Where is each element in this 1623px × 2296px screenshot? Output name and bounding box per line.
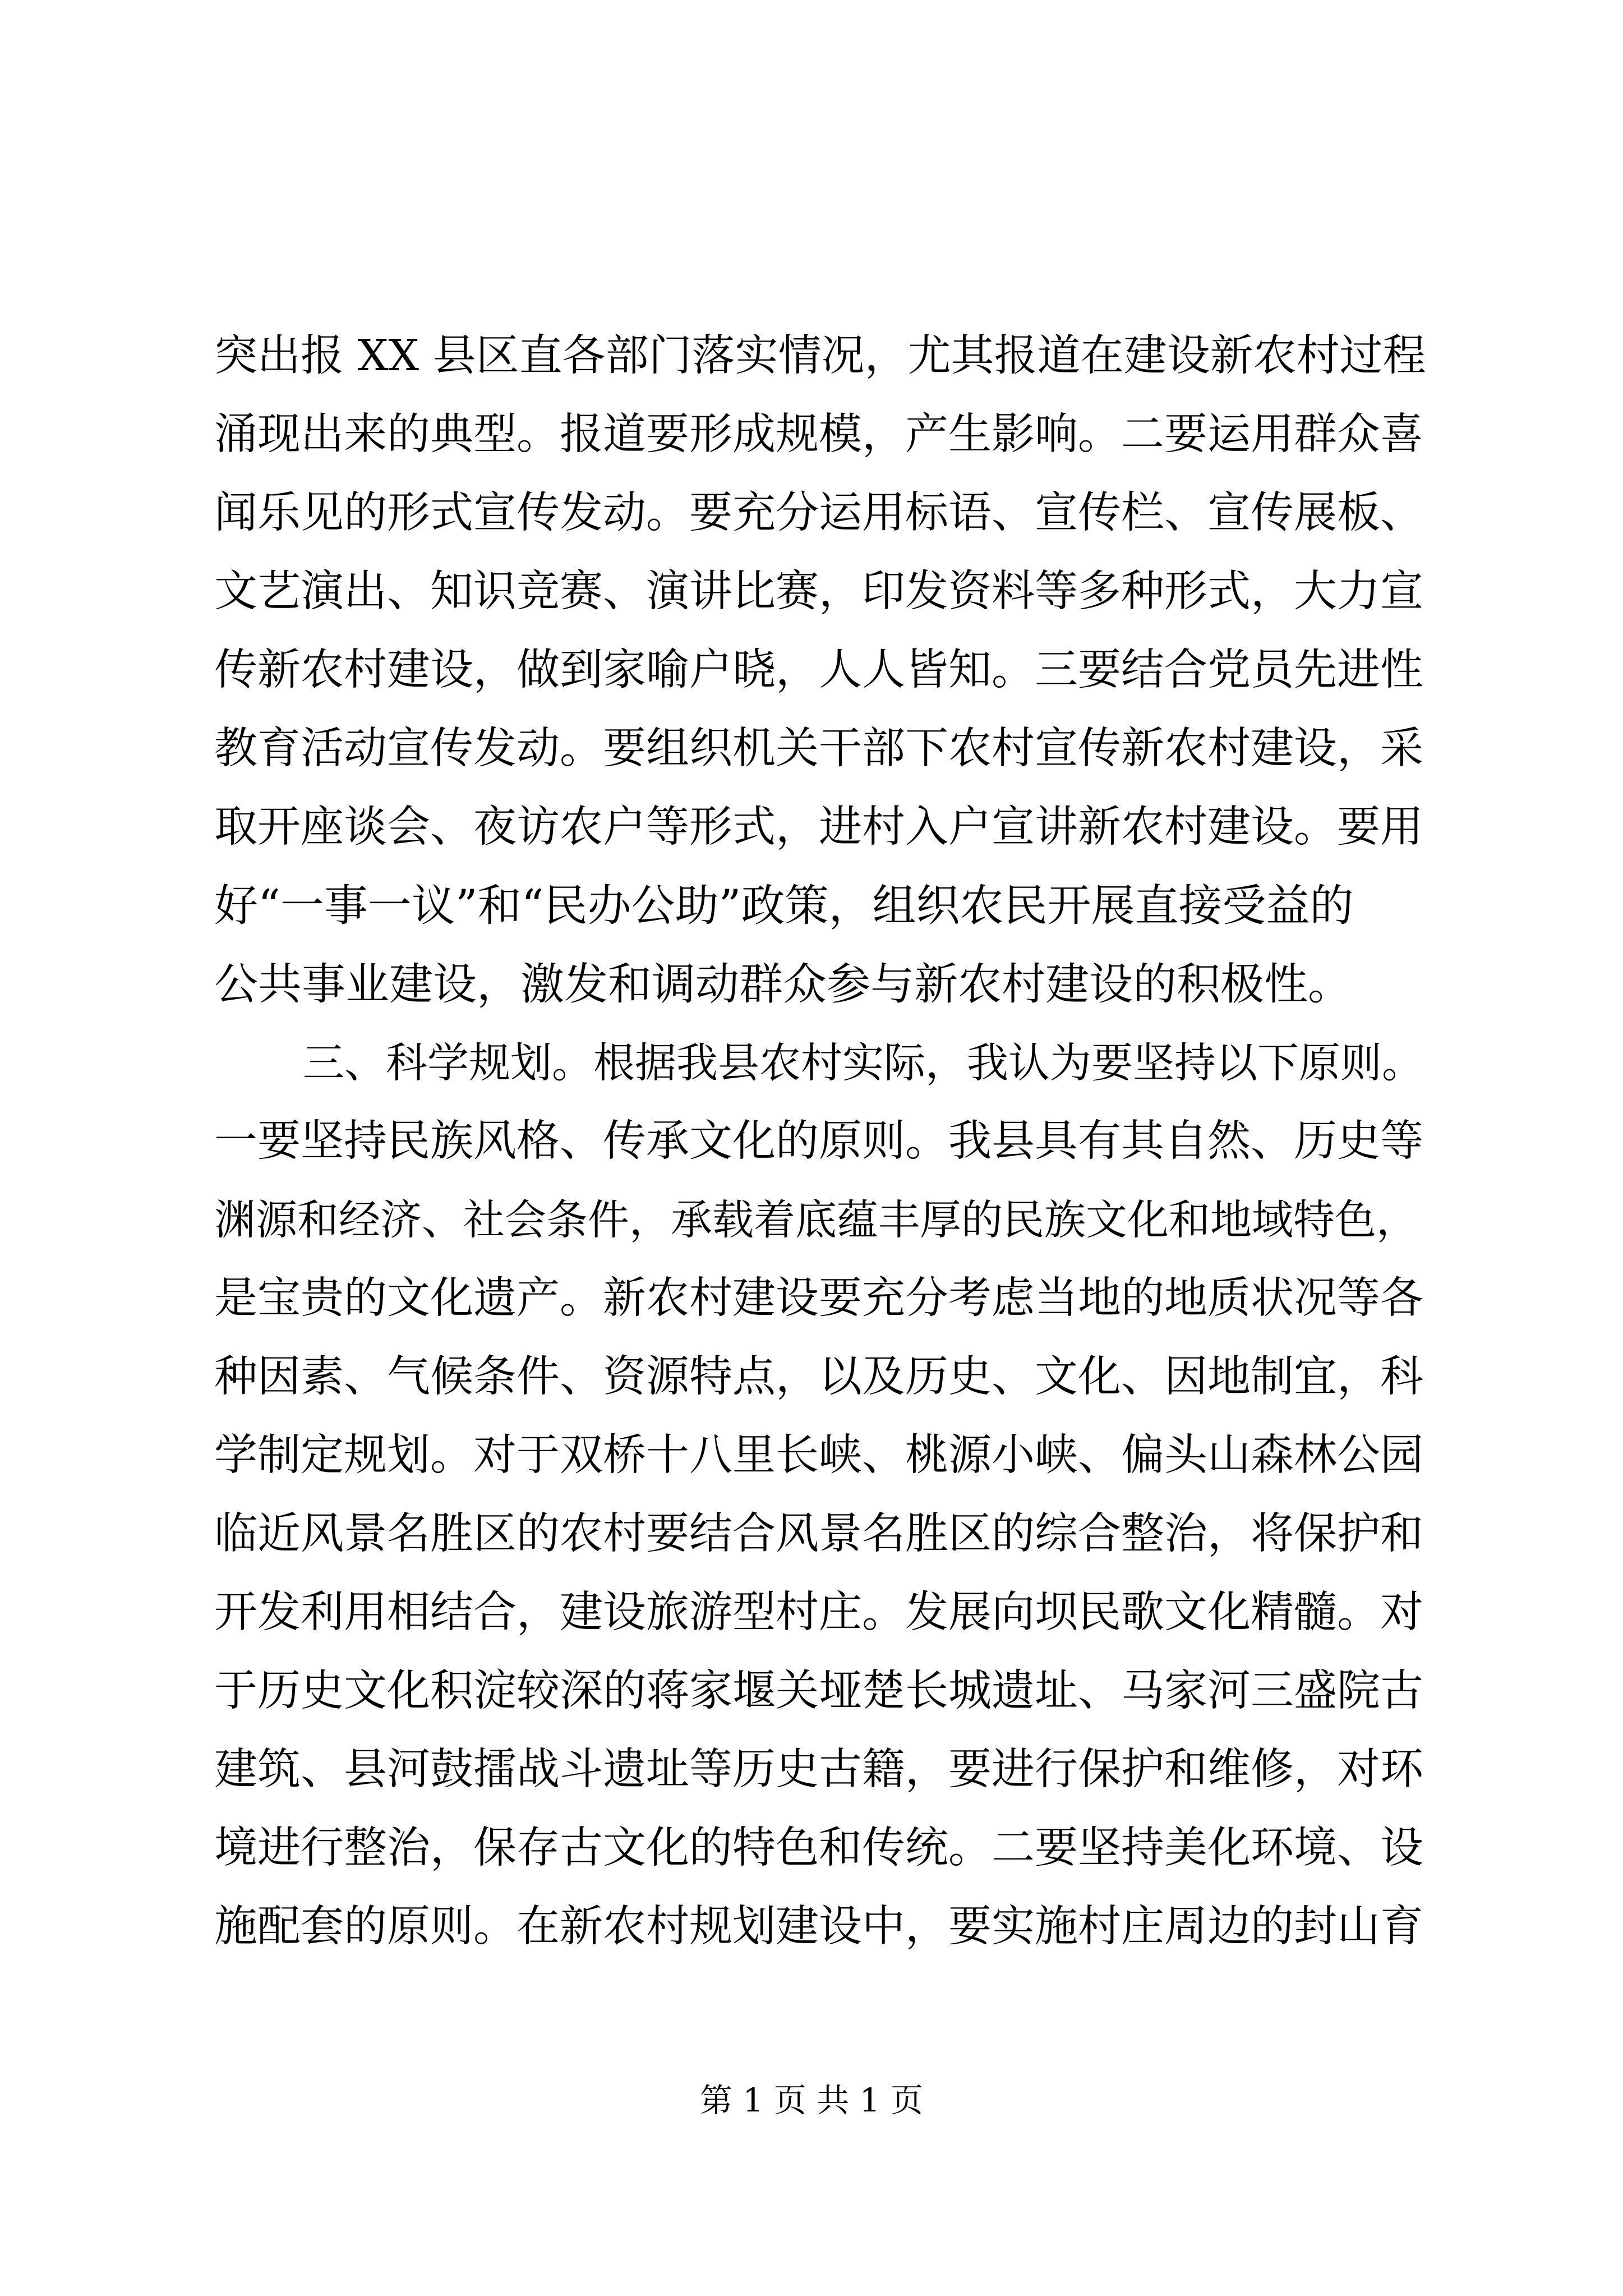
text-line: 于历史文化积淀较深的蒋家堰关垭楚长城遗址、马家河三盛院古 xyxy=(214,1666,1423,1716)
text-line: 渊源和经济、社会条件，承载着底蕴丰厚的民族文化和地域特色， xyxy=(214,1196,1418,1244)
text-line: 施配套的原则。在新农村规划建设中，要实施村庄周边的封山育 xyxy=(214,1902,1423,1952)
text-line: 文艺演出、知识竞赛、演讲比赛，印发资料等多种形式，大力宣 xyxy=(214,567,1423,616)
text-line: 开发利用相结合，建设旅游型村庄。发展向坝民歌文化精髓。对 xyxy=(214,1588,1423,1637)
text-line: 学制定规划。对于双桥十八里长峡、桃源小峡、偏头山森林公园 xyxy=(214,1430,1423,1480)
text-line: 教育活动宣传发动。要组织机关干部下农村宣传新农村建设，采 xyxy=(214,724,1423,774)
page-footer: 第 1 页 共 1 页 xyxy=(700,2081,923,2119)
text-line: 突出报 XX 县区直各部门落实情况，尤其报道在建设新农村过程 xyxy=(214,331,1426,381)
text-line: 取开座谈会、夜访农户等形式，进村入户宣讲新农村建设。要用 xyxy=(214,802,1423,852)
text-line: 一要坚持民族风格、传承文化的原则。我县具有其自然、历史等 xyxy=(214,1116,1423,1166)
text-line: 涌现出来的典型。报道要形成规模，产生影响。二要运用群众喜 xyxy=(214,409,1423,459)
text-line: 闻乐见的形式宣传发动。要充分运用标语、宣传栏、宣传展板、 xyxy=(214,488,1423,538)
text-line: 是宝贵的文化遗产。新农村建设要充分考虑当地的地质状况等各 xyxy=(214,1273,1423,1323)
text-line: 建筑、县河鼓擂战斗遗址等历史古籍，要进行保护和维修，对环 xyxy=(214,1745,1423,1795)
text-line: 传新农村建设，做到家喻户晓，人人皆知。三要结合党员先进性 xyxy=(214,645,1423,695)
text-line: 临近风景名胜区的农村要结合风景名胜区的综合整治，将保护和 xyxy=(214,1509,1423,1559)
text-line: 种因素、气候条件、资源特点，以及历史、文化、因地制宜，科 xyxy=(214,1352,1423,1402)
text-line: 境进行整治，保存古文化的特色和传统。二要坚持美化环境、设 xyxy=(214,1823,1423,1873)
text-line: 公共事业建设，激发和调动群众参与新农村建设的积极性。 xyxy=(214,959,1352,1010)
section-heading-line: 三、科学规划。根据我县农村实际，我认为要坚持以下原则。 xyxy=(303,1039,1423,1087)
text-line: 好“一事一议”和“民办公助”政策，组织农民开展直接受益的 xyxy=(214,881,1354,931)
